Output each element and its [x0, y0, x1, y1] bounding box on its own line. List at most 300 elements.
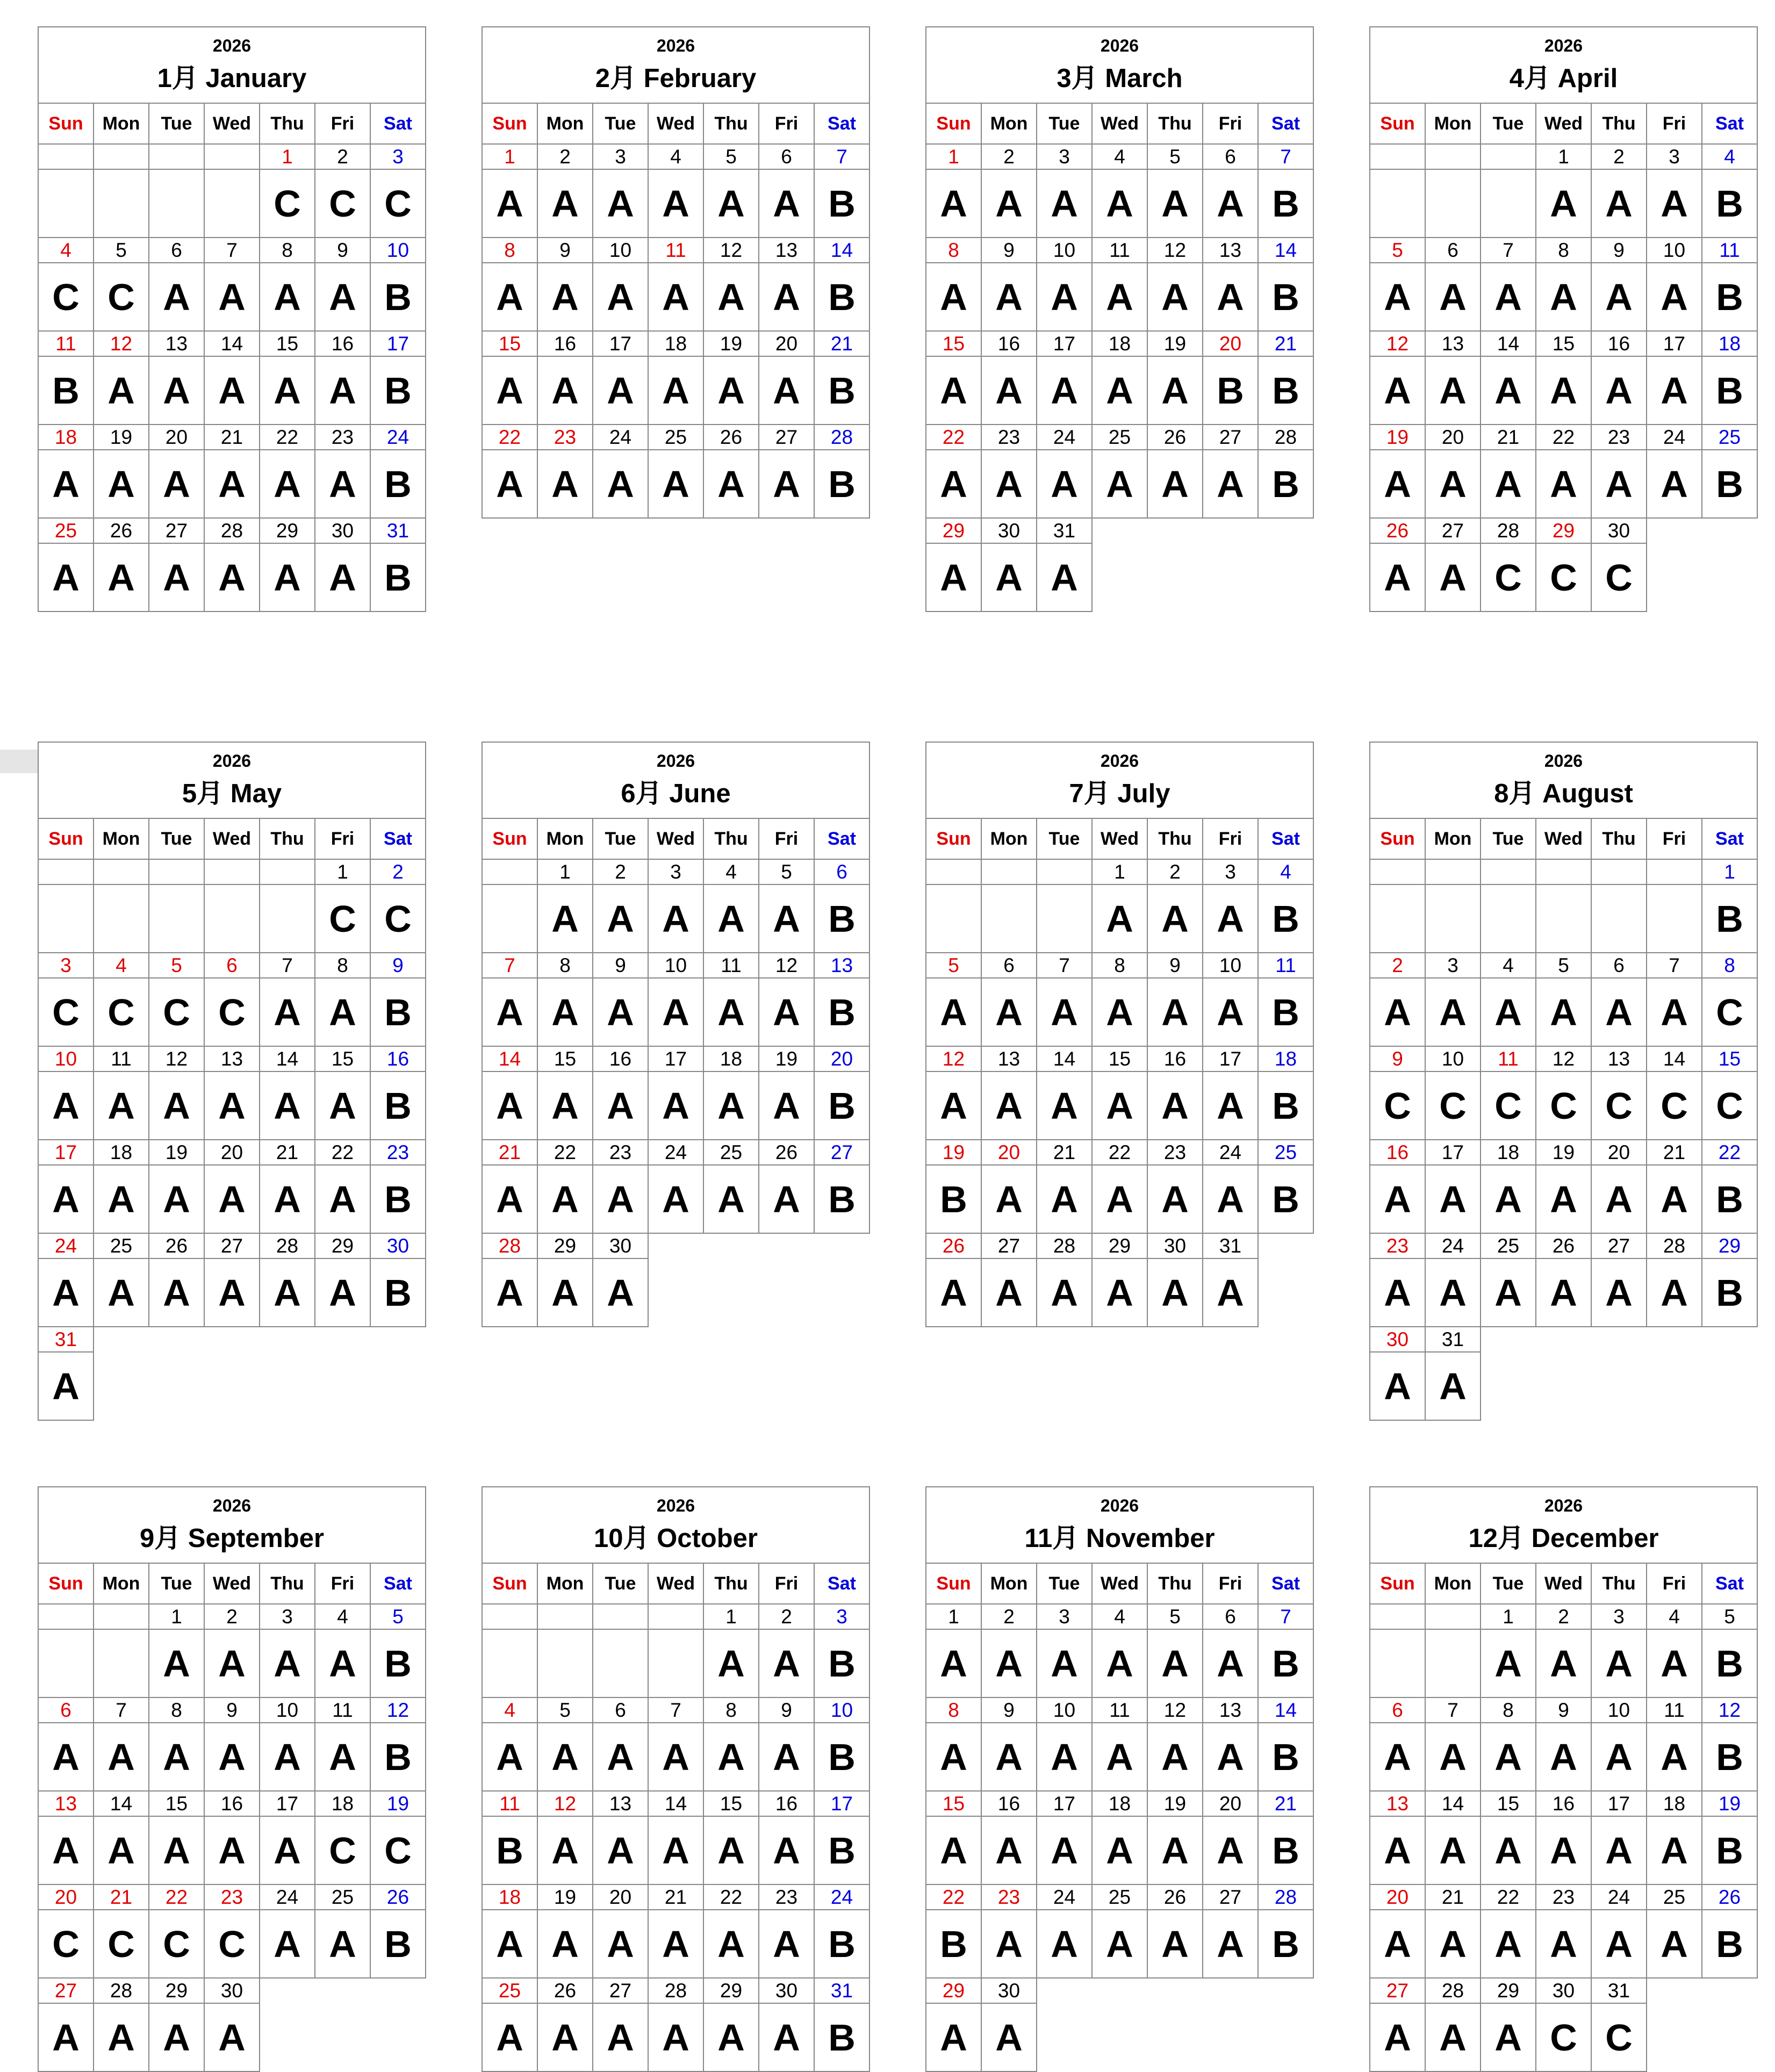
weekday-tue: Tue: [149, 1563, 204, 1604]
empty-cell: [1425, 1604, 1481, 1629]
date-number: 22: [482, 425, 537, 450]
date-number: 17: [260, 1791, 315, 1816]
date-number: 24: [1425, 1233, 1481, 1258]
shift-mark: A: [260, 1910, 315, 1978]
weekday-header-row: [1370, 103, 1757, 144]
date-number: 31: [1037, 518, 1092, 543]
date-row: [1370, 1697, 1757, 1723]
date-number: 29: [1481, 1978, 1536, 2003]
date-number: 6: [1591, 953, 1647, 978]
date-row: [1370, 953, 1757, 978]
date-number: 20: [149, 425, 204, 450]
date-number: 25: [38, 518, 94, 543]
date-number: 30: [315, 518, 370, 543]
shift-row: [38, 2003, 426, 2071]
date-number: 21: [814, 331, 869, 356]
date-number: 27: [149, 518, 204, 543]
date-number: 14: [204, 331, 260, 356]
shift-mark: C: [1591, 543, 1647, 611]
shift-row: [38, 978, 426, 1046]
date-row: [926, 1791, 1313, 1816]
weekday-wed: Wed: [648, 103, 703, 144]
empty-cell: [1647, 884, 1702, 953]
empty-cell: [1370, 169, 1425, 238]
date-number: 21: [1425, 1884, 1481, 1910]
date-number: 23: [1591, 425, 1647, 450]
year-label: 2026: [212, 36, 251, 55]
shift-row: [926, 169, 1313, 238]
shift-mark: A: [1536, 263, 1591, 331]
date-number: 11: [1481, 1046, 1536, 1071]
weekday-thu: Thu: [1591, 103, 1647, 144]
shift-row: [1370, 1071, 1757, 1140]
shift-row: [1370, 884, 1757, 953]
date-number: 6: [759, 144, 814, 169]
date-number: 4: [1481, 953, 1536, 978]
empty-cell: [370, 1978, 426, 2003]
date-number: 19: [94, 425, 149, 450]
shift-mark: A: [1147, 1723, 1203, 1791]
date-number: 26: [94, 518, 149, 543]
shift-row: [482, 884, 869, 953]
date-number: 12: [1147, 238, 1203, 263]
shift-mark: A: [1203, 1629, 1258, 1697]
date-number: 2: [370, 859, 426, 884]
empty-cell: [149, 169, 204, 238]
empty-cell: [1258, 1978, 1313, 2003]
date-number: 16: [1536, 1791, 1591, 1816]
shift-mark: A: [1037, 450, 1092, 518]
empty-cell: [1702, 518, 1757, 543]
shift-mark: A: [1037, 356, 1092, 425]
date-number: 17: [593, 331, 648, 356]
date-number: 22: [1536, 425, 1591, 450]
date-number: 29: [926, 1978, 981, 2003]
date-number: 22: [926, 1884, 981, 1910]
date-number: 27: [759, 425, 814, 450]
shift-mark: B: [1258, 1910, 1313, 1978]
shift-mark: A: [315, 1910, 370, 1978]
shift-row: [482, 1723, 869, 1791]
month-calendar: [1369, 742, 1758, 1421]
shift-mark: A: [1147, 1071, 1203, 1140]
date-number: 21: [260, 1140, 315, 1165]
empty-cell: [204, 884, 260, 953]
weekday-fri: Fri: [1203, 818, 1258, 859]
shift-mark: A: [1203, 884, 1258, 953]
empty-cell: [149, 859, 204, 884]
shift-mark: A: [537, 1071, 593, 1140]
shift-mark: A: [648, 1816, 703, 1884]
date-number: 15: [149, 1791, 204, 1816]
date-number: 1: [703, 1604, 759, 1629]
date-number: 12: [1370, 331, 1425, 356]
weekday-thu: Thu: [703, 103, 759, 144]
shift-mark: A: [1370, 2003, 1425, 2071]
date-number: 7: [1481, 238, 1536, 263]
empty-cell: [260, 859, 315, 884]
empty-cell: [94, 1352, 149, 1420]
date-number: 9: [1147, 953, 1203, 978]
shift-row: [38, 884, 426, 953]
shift-mark: A: [482, 2003, 537, 2071]
month-calendar: [38, 26, 426, 612]
shift-row: [926, 1910, 1313, 1978]
shift-mark: A: [1591, 1165, 1647, 1233]
date-number: 2: [1370, 953, 1425, 978]
month-header: [925, 26, 1314, 103]
date-number: 16: [315, 331, 370, 356]
date-number: 19: [1147, 331, 1203, 356]
shift-mark: A: [260, 1165, 315, 1233]
shift-mark: A: [1203, 1258, 1258, 1327]
shift-mark: A: [1591, 263, 1647, 331]
shift-mark: B: [370, 1258, 426, 1327]
shift-row: [1370, 1629, 1757, 1697]
shift-mark: A: [94, 2003, 149, 2071]
shift-mark: A: [537, 2003, 593, 2071]
date-number: 12: [370, 1697, 426, 1723]
shift-mark: A: [981, 2003, 1037, 2071]
shift-mark: C: [1591, 1071, 1647, 1140]
shift-mark: A: [593, 356, 648, 425]
shift-mark: A: [1591, 169, 1647, 238]
shift-mark: C: [315, 169, 370, 238]
month-header: [38, 26, 426, 103]
date-number: 24: [1647, 425, 1702, 450]
shift-mark: B: [1702, 1910, 1757, 1978]
weekday-wed: Wed: [648, 1563, 703, 1604]
empty-cell: [38, 169, 94, 238]
shift-mark: C: [94, 1910, 149, 1978]
date-number: 28: [1481, 518, 1536, 543]
date-number: 3: [38, 953, 94, 978]
empty-cell: [1037, 859, 1092, 884]
date-number: 5: [1370, 238, 1425, 263]
shift-mark: B: [814, 1816, 869, 1884]
shift-mark: A: [204, 2003, 260, 2071]
date-number: 13: [1370, 1791, 1425, 1816]
shift-mark: A: [315, 356, 370, 425]
shift-mark: A: [759, 356, 814, 425]
shift-row: [38, 1816, 426, 1884]
shift-mark: A: [593, 450, 648, 518]
shift-mark: A: [1481, 356, 1536, 425]
date-number: 20: [593, 1884, 648, 1910]
date-number: 16: [204, 1791, 260, 1816]
shift-mark: A: [593, 2003, 648, 2071]
date-number: 25: [1481, 1233, 1536, 1258]
shift-mark: A: [759, 1910, 814, 1978]
date-number: 12: [94, 331, 149, 356]
shift-mark: A: [482, 1910, 537, 1978]
date-number: 7: [260, 953, 315, 978]
date-number: 9: [537, 238, 593, 263]
date-number: 10: [370, 238, 426, 263]
date-number: 22: [926, 425, 981, 450]
date-number: 24: [814, 1884, 869, 1910]
shift-mark: A: [537, 1723, 593, 1791]
date-row: [482, 1046, 869, 1071]
shift-mark: A: [1591, 1629, 1647, 1697]
month-header: [38, 1486, 426, 1563]
shift-mark: A: [204, 1258, 260, 1327]
empty-cell: [370, 1352, 426, 1420]
shift-mark: A: [703, 1071, 759, 1140]
shift-mark: B: [926, 1165, 981, 1233]
date-number: 13: [38, 1791, 94, 1816]
shift-mark: C: [94, 978, 149, 1046]
date-number: 30: [981, 1978, 1037, 2003]
weekday-tue: Tue: [1037, 1563, 1092, 1604]
shift-mark: A: [1203, 1910, 1258, 1978]
date-number: 26: [1147, 425, 1203, 450]
shift-row: [38, 1629, 426, 1697]
date-number: 13: [1203, 238, 1258, 263]
shift-row: [482, 1816, 869, 1884]
weekday-sat: Sat: [370, 818, 426, 859]
date-number: 6: [1370, 1697, 1425, 1723]
shift-row: [1370, 1723, 1757, 1791]
date-number: 18: [38, 425, 94, 450]
empty-cell: [1647, 1352, 1702, 1420]
shift-mark: A: [703, 1629, 759, 1697]
shift-row: [482, 263, 869, 331]
shift-mark: A: [204, 450, 260, 518]
weekday-header-row: [38, 818, 426, 859]
date-number: 22: [703, 1884, 759, 1910]
date-number: 2: [1147, 859, 1203, 884]
weekday-mon: Mon: [94, 103, 149, 144]
shift-mark: A: [759, 1816, 814, 1884]
date-number: 18: [1258, 1046, 1313, 1071]
date-number: 14: [482, 1046, 537, 1071]
date-number: 18: [482, 1884, 537, 1910]
shift-mark: A: [315, 1071, 370, 1140]
weekday-fri: Fri: [759, 103, 814, 144]
shift-mark: A: [926, 1071, 981, 1140]
shift-mark: B: [482, 1816, 537, 1884]
date-number: 1: [1702, 859, 1757, 884]
date-number: 13: [593, 1791, 648, 1816]
shift-row: [926, 356, 1313, 425]
shift-mark: A: [926, 1629, 981, 1697]
date-number: 7: [1425, 1697, 1481, 1723]
date-number: 2: [204, 1604, 260, 1629]
month-grid: [38, 1563, 426, 2072]
empty-cell: [149, 1352, 204, 1420]
shift-mark: A: [1092, 1629, 1147, 1697]
date-row: [38, 518, 426, 543]
shift-mark: A: [94, 1816, 149, 1884]
date-number: 30: [981, 518, 1037, 543]
shift-mark: A: [648, 884, 703, 953]
shift-mark: B: [38, 356, 94, 425]
date-number: 10: [593, 238, 648, 263]
weekday-thu: Thu: [1591, 1563, 1647, 1604]
date-row: [1370, 859, 1757, 884]
shift-mark: A: [149, 263, 204, 331]
shift-mark: B: [370, 978, 426, 1046]
date-number: 13: [1203, 1697, 1258, 1723]
shift-mark: B: [814, 884, 869, 953]
shift-mark: A: [149, 1258, 204, 1327]
date-number: 11: [703, 953, 759, 978]
date-number: 18: [94, 1140, 149, 1165]
date-number: 5: [759, 859, 814, 884]
shift-mark: C: [94, 263, 149, 331]
empty-cell: [703, 1258, 759, 1327]
shift-row: [38, 1352, 426, 1420]
date-number: 25: [315, 1884, 370, 1910]
empty-cell: [1647, 1978, 1702, 2003]
shift-mark: B: [1258, 169, 1313, 238]
date-row: [38, 1978, 426, 2003]
month-grid: [482, 818, 870, 1327]
date-number: 10: [1037, 1697, 1092, 1723]
shift-mark: A: [1092, 1165, 1147, 1233]
date-number: 29: [703, 1978, 759, 2003]
date-number: 11: [1258, 953, 1313, 978]
date-number: 24: [648, 1140, 703, 1165]
date-number: 23: [315, 425, 370, 450]
shift-mark: A: [94, 356, 149, 425]
weekday-header-row: [926, 103, 1313, 144]
shift-row: [1370, 1816, 1757, 1884]
shift-mark: A: [1203, 978, 1258, 1046]
date-row: [1370, 1604, 1757, 1629]
empty-cell: [1037, 2003, 1092, 2071]
weekday-header-row: [926, 818, 1313, 859]
shift-mark: C: [370, 1816, 426, 1884]
date-number: 16: [370, 1046, 426, 1071]
shift-row: [1370, 978, 1757, 1046]
empty-cell: [1702, 1352, 1757, 1420]
empty-cell: [1203, 2003, 1258, 2071]
weekday-header-row: [38, 103, 426, 144]
shift-row: [926, 2003, 1313, 2071]
shift-mark: A: [759, 1071, 814, 1140]
shift-row: [926, 1258, 1313, 1327]
empty-cell: [1258, 1258, 1313, 1327]
shift-mark: C: [315, 884, 370, 953]
shift-mark: A: [1647, 1629, 1702, 1697]
date-number: 19: [537, 1884, 593, 1910]
shift-row: [1370, 1258, 1757, 1327]
shift-mark: A: [537, 1816, 593, 1884]
shift-mark: A: [926, 978, 981, 1046]
empty-cell: [648, 1233, 703, 1258]
shift-mark: A: [1425, 2003, 1481, 2071]
date-number: 24: [370, 425, 426, 450]
empty-cell: [648, 1629, 703, 1697]
month-grid: [1369, 1563, 1758, 2072]
shift-mark: A: [94, 450, 149, 518]
date-number: 20: [1591, 1140, 1647, 1165]
shift-mark: A: [759, 263, 814, 331]
date-number: 23: [537, 425, 593, 450]
weekday-sun: Sun: [1370, 103, 1425, 144]
shift-mark: B: [1702, 1258, 1757, 1327]
weekday-tue: Tue: [149, 818, 204, 859]
date-row: [1370, 518, 1757, 543]
shift-mark: B: [1702, 450, 1757, 518]
shift-mark: A: [1037, 1071, 1092, 1140]
shift-mark: A: [1536, 450, 1591, 518]
date-number: 8: [260, 238, 315, 263]
shift-mark: A: [1147, 978, 1203, 1046]
shift-mark: A: [703, 356, 759, 425]
shift-mark: A: [1203, 450, 1258, 518]
shift-mark: B: [814, 978, 869, 1046]
date-number: 28: [204, 518, 260, 543]
shift-row: [926, 543, 1313, 611]
shift-mark: A: [1037, 1723, 1092, 1791]
shift-mark: A: [1425, 1258, 1481, 1327]
month-calendar: [482, 1486, 870, 2072]
date-number: 7: [648, 1697, 703, 1723]
shift-mark: A: [260, 1629, 315, 1697]
weekday-wed: Wed: [1092, 103, 1147, 144]
shift-mark: B: [814, 1910, 869, 1978]
empty-cell: [1370, 144, 1425, 169]
date-number: 21: [648, 1884, 703, 1910]
shift-mark: A: [38, 1071, 94, 1140]
date-number: 22: [315, 1140, 370, 1165]
shift-mark: A: [981, 978, 1037, 1046]
date-number: 2: [981, 1604, 1037, 1629]
month-header: [482, 742, 870, 818]
shift-mark: A: [38, 1258, 94, 1327]
date-number: 15: [482, 331, 537, 356]
date-number: 22: [1092, 1140, 1147, 1165]
shift-mark: B: [814, 1723, 869, 1791]
shift-mark: A: [1647, 169, 1702, 238]
weekday-tue: Tue: [1481, 1563, 1536, 1604]
shift-mark: A: [703, 263, 759, 331]
weekday-sun: Sun: [38, 103, 94, 144]
date-number: 26: [370, 1884, 426, 1910]
shift-row: [482, 2003, 869, 2071]
date-row: [482, 331, 869, 356]
shift-mark: A: [260, 263, 315, 331]
shift-mark: A: [703, 2003, 759, 2071]
date-number: 7: [482, 953, 537, 978]
shift-mark: A: [1425, 978, 1481, 1046]
month-title: 10月 October: [594, 1524, 758, 1553]
shift-mark: B: [1702, 356, 1757, 425]
date-row: [38, 1697, 426, 1723]
date-number: 27: [593, 1978, 648, 2003]
shift-mark: A: [1370, 1165, 1425, 1233]
date-number: 28: [1037, 1233, 1092, 1258]
year-label: 2026: [656, 1496, 695, 1515]
shift-mark: A: [204, 356, 260, 425]
shift-mark: A: [1037, 1629, 1092, 1697]
date-number: 27: [981, 1233, 1037, 1258]
date-row: [482, 144, 869, 169]
empty-cell: [1258, 543, 1313, 611]
date-number: 15: [1092, 1046, 1147, 1071]
shift-mark: A: [1370, 1910, 1425, 1978]
weekday-mon: Mon: [537, 818, 593, 859]
weekday-mon: Mon: [94, 818, 149, 859]
date-number: 9: [370, 953, 426, 978]
empty-cell: [981, 859, 1037, 884]
date-number: 17: [370, 331, 426, 356]
empty-cell: [593, 1604, 648, 1629]
empty-cell: [1702, 2003, 1757, 2071]
